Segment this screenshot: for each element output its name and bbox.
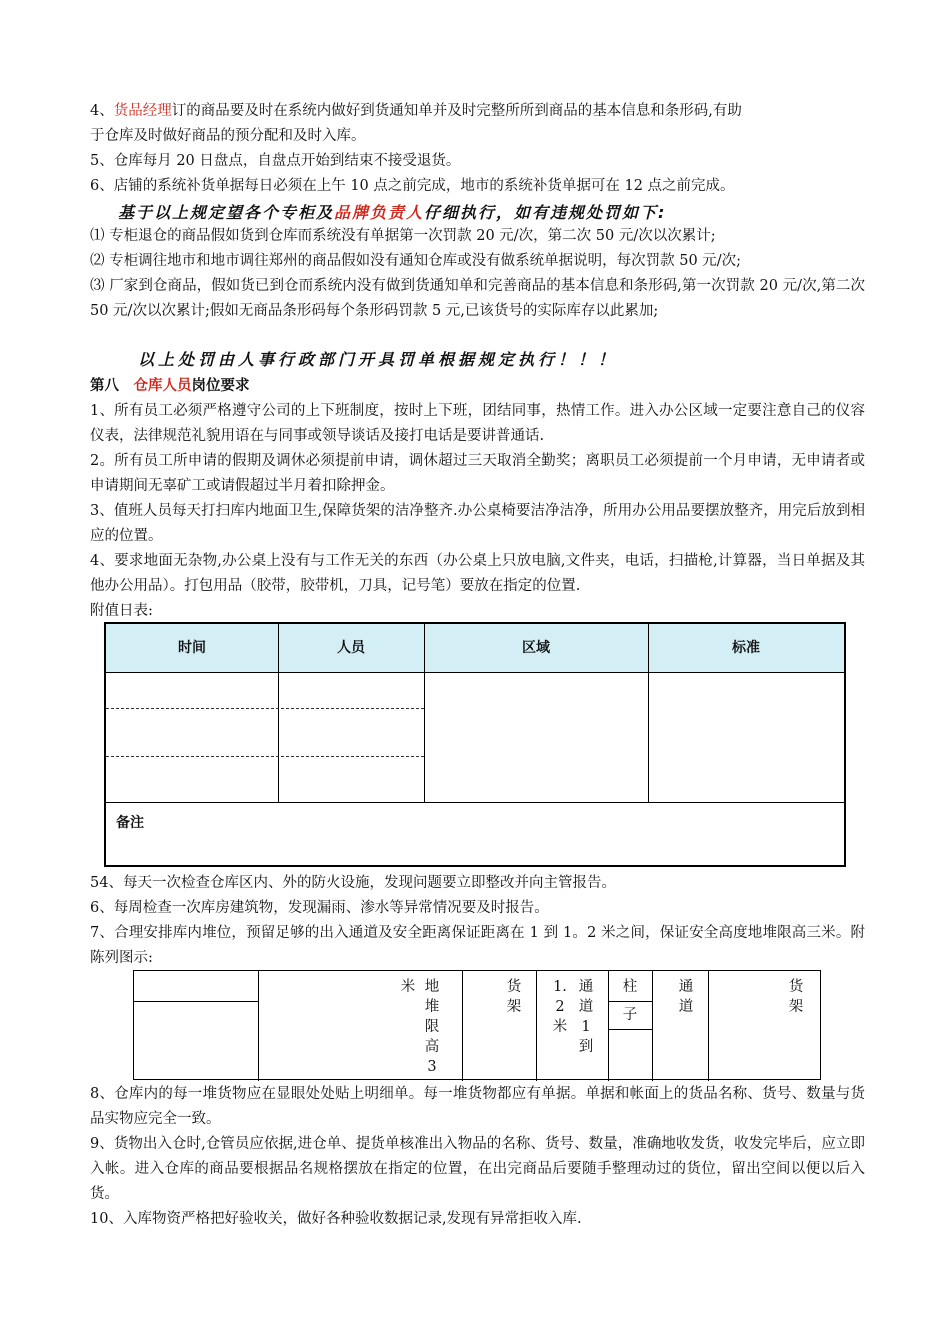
header-staff: 人员 (337, 640, 365, 656)
diagram-divider (652, 971, 653, 1081)
rule-6: 6、店铺的系统补货单据每日必须在上午 10 点之前完成，地市的系统补货单据可在 12 点之前完成。 (90, 178, 735, 194)
requirement-54: 54、每天一次检查仓库区内、外的防火设施，发现问题要立即整改并向主管报告。 (90, 875, 616, 891)
rule-4-line2: 于仓库及时做好商品的预分配和及时入库。 (90, 128, 366, 144)
notice-highlight: 品牌负责人 (334, 203, 425, 222)
header-time: 时间 (178, 640, 206, 656)
aisle-label-2: 通道 (678, 979, 694, 1015)
diagram-divider (608, 1001, 652, 1002)
header-area: 区域 (522, 640, 550, 656)
requirement-6: 6、每周检查一次库房建筑物，发现漏雨、渗水等异常情况要及时报告。 (90, 900, 549, 916)
requirement-10: 10、入库物资严格把好验收关，做好各种验收数据记录,发现有异常拒收入库. (90, 1211, 582, 1227)
section-8-highlight: 仓库人员 (133, 378, 192, 394)
notice-heading (118, 200, 666, 223)
diagram-divider (608, 1029, 652, 1030)
notice-text-2: 仔细执行，如有违规处罚如下: (424, 203, 667, 222)
requirement-4: 4、要求地面无杂物,办公桌上没有与工作无关的东西（办公桌上只放电脑,文件夹，电话，扫描枪,计算器，当日单据及其他办公用品）。打包用品（胶带，胶带机，刀具，记号笔）要放在指定的位置. (90, 553, 865, 594)
requirement-7: 7、合理安排库内堆位，预留足够的出入通道及安全距离保证距离在 1 到 1。2 米之间，保证安全高度地堆限高三米。附陈列图示: (90, 925, 865, 966)
duty-roster-table (104, 622, 846, 867)
pillar-label-2: 子 (622, 1007, 638, 1023)
penalty-1: ⑴ 专柜退仓的商品假如货到仓库而系统没有单据第一次罚款 20 元/次，第二次 50 元/次以次累计; (90, 228, 716, 244)
col-divider (278, 624, 279, 802)
warehouse-layout-diagram (133, 970, 821, 1080)
rule-4-number: 4、 (90, 103, 114, 119)
duty-table-caption: 附值日表: (90, 603, 153, 619)
section-8-title: 岗位要求 (191, 378, 250, 394)
rule-5: 5、仓库每月 20 日盘点，自盘点开始到结束不接受退货。 (90, 153, 461, 169)
diagram-divider (134, 1001, 258, 1002)
remarks-label: 备注 (116, 815, 144, 831)
notice-text-1: 基于以上规定望各个专柜及 (118, 203, 335, 222)
aisle-label-1: 通道1到 (578, 979, 594, 1055)
shelf-label-2: 货架 (788, 979, 804, 1015)
col-divider (648, 624, 649, 802)
rule-4-highlight: 货品经理 (113, 103, 172, 119)
row-divider (106, 756, 424, 757)
penalty-3: ⑶ 厂家到仓商品，假如货已到仓而系统内没有做到货通知单和完善商品的基本信息和条形码,第一次罚款 20 元/次,第二次 50 元/次以次累计;假如无商品条形码每个条形码罚款 5 元,已该货号的实际库存以此累加; (90, 278, 865, 319)
penalty-2: ⑵ 专柜调往地市和地市调往郑州的商品假如没有通知仓库或没有做系统单据说明，每次罚款 50 元/次; (90, 253, 742, 269)
section-8-heading (90, 374, 865, 399)
aisle-width-label: 1.2米 (552, 979, 568, 1035)
header-standard: 标准 (732, 640, 760, 656)
diagram-divider (536, 971, 537, 1081)
rule-4-text: 订的商品要及时在系统内做好到货通知单并及时完整所所到商品的基本信息和条形码,有助 (171, 103, 742, 119)
diagram-divider (608, 971, 609, 1081)
requirement-8: 8、仓库内的每一堆货物应在显眼处处贴上明细单。每一堆货物都应有单据。单据和帐面上的货品名称、货号、数量与货品实物应完全一致。 (90, 1086, 865, 1127)
requirement-2: 2。所有员工所申请的假期及调休必须提前申请，调休超过三天取消全勤奖；离职员工必须提前一个月申请，无申请者或申请期间无辜矿工或请假超过半月着扣除押金。 (90, 453, 865, 494)
row-divider (106, 708, 424, 709)
section-8-number: 第八 (90, 378, 134, 394)
remarks-divider (106, 802, 844, 803)
diagram-divider (462, 971, 463, 1081)
pile-height-label: 地堆限高3 (424, 979, 440, 1075)
requirement-9: 9、货物出入仓时,仓管员应依据,进仓单、提货单核准出入物品的名称、货号、数量，准确地收发货，收发完毕后，应立即入帐。进入仓库的商品要根据品名规格摆放在指定的位置，在出完商品后要随手整理动过的货位，留出空间以便以后入货。 (90, 1136, 865, 1202)
col-divider (424, 624, 425, 802)
requirement-3: 3、值班人员每天打扫库内地面卫生,保障货架的洁净整齐.办公桌椅要洁净洁净，所用办公用品要摆放整齐，用完后放到相应的位置。 (90, 503, 865, 544)
pile-unit-label: 米 (400, 979, 416, 995)
shelf-label-1: 货架 (506, 979, 522, 1015)
requirement-1: 1、所有员工必须严格遵守公司的上下班制度，按时上下班，团结同事，热情工作。进入办公区域一定要注意自己的仪容仪表，法律规范礼貌用语在与同事或领导谈话及接打电话是要讲普通话. (90, 403, 865, 444)
rule-4-line1 (90, 99, 865, 124)
duty-table-header (106, 624, 844, 673)
pillar-label-1: 柱 (622, 979, 638, 995)
diagram-divider (258, 971, 259, 1081)
penalty-notice: 以上处罚由人事行政部门开具罚单根据规定执行！！！ (138, 350, 619, 369)
diagram-divider (708, 971, 709, 1081)
